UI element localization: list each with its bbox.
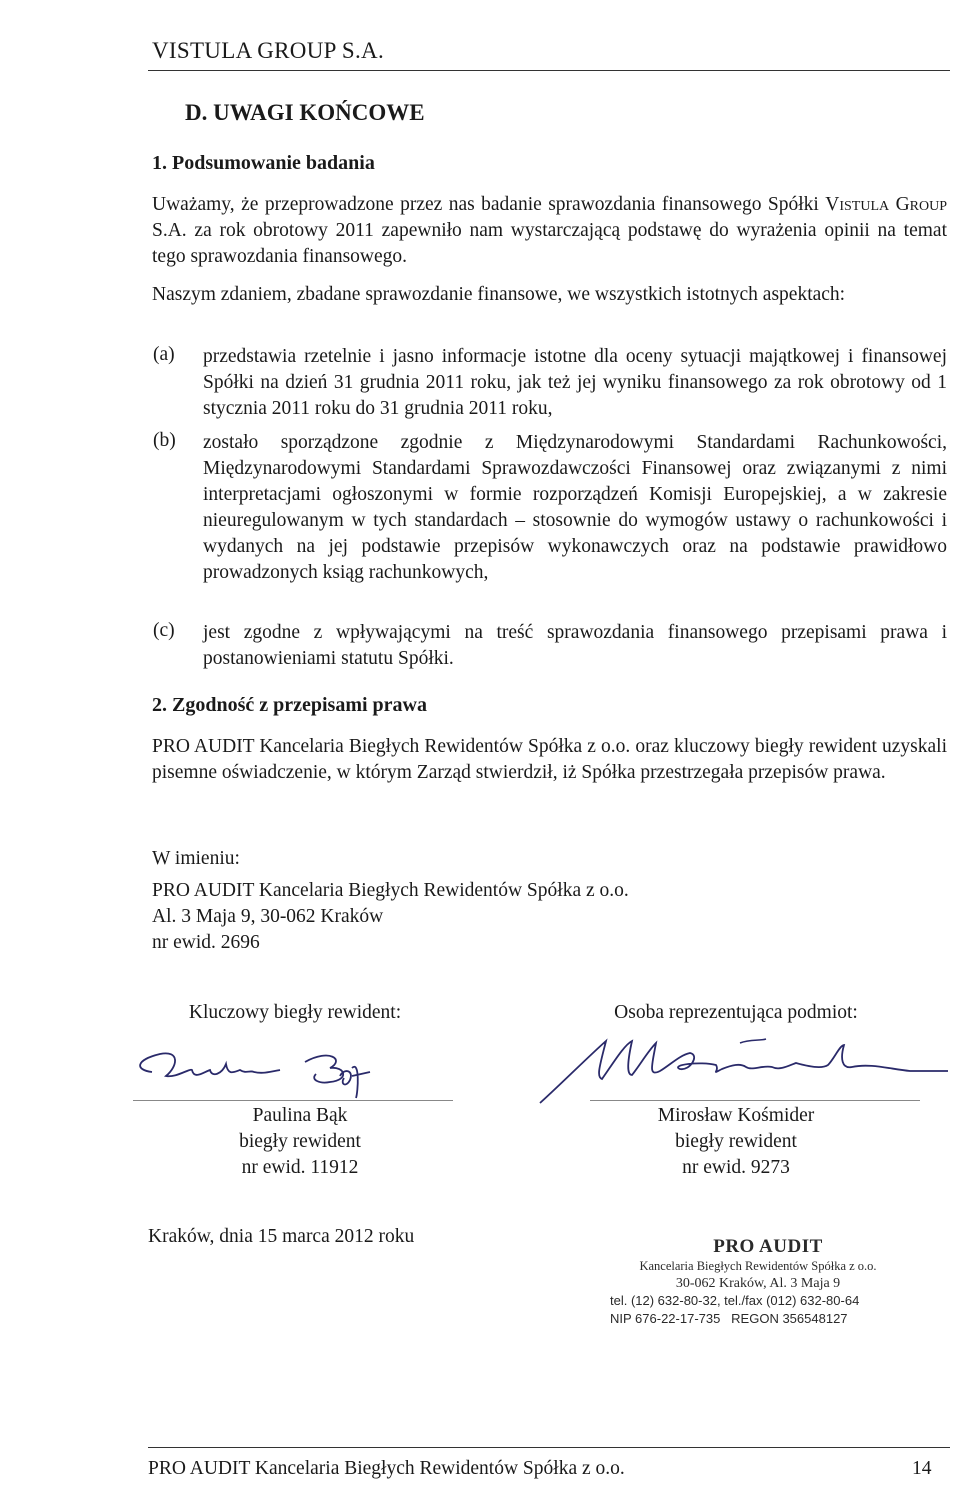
on-behalf-address: Al. 3 Maja 9, 30-062 Kraków (152, 906, 384, 927)
signature-right-heading: Osoba reprezentująca podmiot: (614, 1002, 858, 1023)
signature-left-handwriting (130, 1040, 450, 1100)
stamp-line3: tel. (12) 632-80-32, tel./fax (012) 632-80-64 (610, 1293, 860, 1308)
signature-right-handwriting (540, 1035, 950, 1105)
item-text-a: przedstawia rzetelnie i jasno informacje istotne dla oceny sytuacji majątkowej i finansowej Spółki na dzień 31 grudnia 2011 roku, jak też jej wyniku finansowego za rok obrotowy od 1 stycznia 2011 roku do 31 grudnia 2011 roku, (203, 346, 947, 419)
signature-left-name: Paulina Bąk (252, 1105, 348, 1126)
signature-right-reg: nr ewid. 9273 (682, 1157, 790, 1178)
page-number: 14 (912, 1458, 932, 1479)
subsection-2-title: 2. Zgodność z przepisami prawa (152, 694, 427, 716)
company-name-smallcaps: Vistula Group S.A. (152, 194, 947, 241)
signature-left-reg: nr ewid. 11912 (241, 1157, 359, 1178)
on-behalf-reg: nr ewid. 2696 (152, 932, 260, 953)
item-label-c: (c) (153, 620, 175, 641)
company-stamp (608, 1236, 908, 1328)
footer-text: PRO AUDIT Kancelaria Biegłych Rewidentów Spółka z o.o. (148, 1458, 625, 1479)
signature-left-line (133, 1100, 453, 1101)
signature-right-line (590, 1100, 920, 1101)
signature-left-heading: Kluczowy biegły rewident: (188, 1002, 402, 1023)
stamp-line4: NIP 676-22-17-735 REGON 356548127 (610, 1311, 848, 1326)
on-behalf-firm: PRO AUDIT Kancelaria Biegłych Rewidentów Spółka z o.o. (152, 880, 629, 901)
on-behalf-label: W imieniu: (152, 848, 240, 869)
item-text-c: jest zgodne z wpływającymi na treść sprawozdania finansowego przepisami prawa i postanowieniami statutu Spółki. (203, 622, 947, 669)
stamp-name: PRO AUDIT (713, 1236, 823, 1257)
signature-right-block (566, 1103, 906, 1181)
paragraph-summary-part1: Uważamy, że przeprowadzone przez nas badanie sprawozdania finansowego Spółki (152, 194, 826, 215)
signature-left-block (130, 1103, 470, 1181)
subsection-1-title: 1. Podsumowanie badania (152, 152, 375, 174)
stamp-line1: Kancelaria Biegłych Rewidentów Spółka z o.o. (639, 1259, 877, 1273)
item-text-b: zostało sporządzone zgodnie z Międzynarodowymi Standardami Rachunkowości, Międzynarodowymi Standardami Sprawozdawczości Finansowej oraz związanymi z nimi interpretacjami ogłoszonymi w formie rozporządzeń Komisji Europejskiej, a w zakresie nieuregulowanym w tych standardach – stosownie do wymogów ustawy o rachunkowości i wydanych na jej podstawie przepisów wykonawczych oraz na podstawie prawidłowo prowadzonych ksiąg rachunkowych, (203, 432, 947, 583)
document-date: Kraków, dnia 15 marca 2012 roku (148, 1226, 415, 1247)
footer-rule (148, 1447, 950, 1448)
paragraph-compliance: PRO AUDIT Kancelaria Biegłych Rewidentów Spółka z o.o. oraz kluczowy biegły rewident uzyskali pisemne oświadczenie, w którym Zarząd stwierdził, iż Spółka przestrzegała przepisów prawa. (152, 736, 947, 783)
signature-left-role: biegły rewident (239, 1131, 361, 1152)
stamp-line2: 30-062 Kraków, Al. 3 Maja 9 (675, 1276, 841, 1291)
signature-right-name: Mirosław Kośmider (657, 1105, 815, 1126)
header-company: VISTULA GROUP S.A. (152, 38, 385, 63)
signature-right-role: biegły rewident (675, 1131, 797, 1152)
section-title: D. UWAGI KOŃCOWE (185, 100, 425, 125)
paragraph-opinion: Naszym zdaniem, zbadane sprawozdanie finansowe, we wszystkich istotnych aspektach: (152, 284, 846, 305)
item-label-b: (b) (153, 430, 176, 451)
paragraph-summary (152, 192, 947, 270)
item-label-a: (a) (153, 344, 175, 365)
header-rule (148, 70, 950, 71)
paragraph-summary-part2: za rok obrotowy 2011 zapewniło nam wystarczającą podstawę do wyrażenia opinii na temat tego sprawozdania finansowego. (152, 220, 947, 267)
